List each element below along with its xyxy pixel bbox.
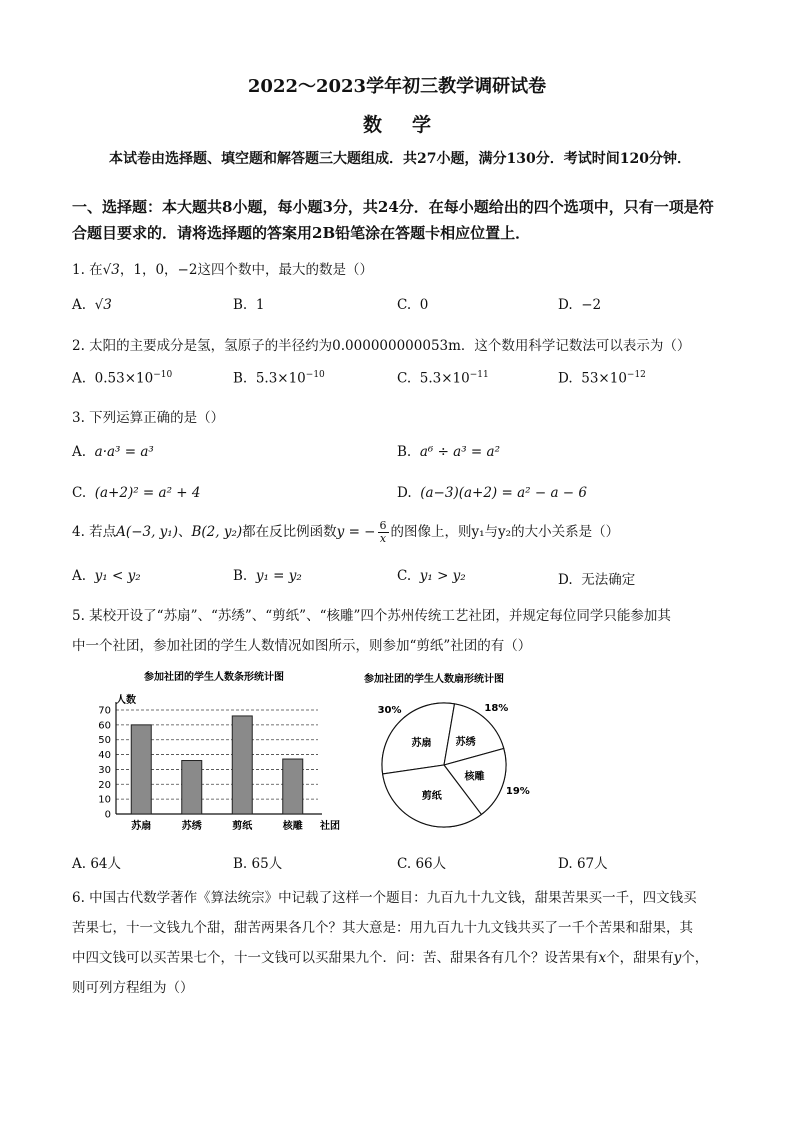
q6-var-y: y bbox=[673, 950, 682, 966]
question-6-line4: 则可列方程组为（） bbox=[72, 980, 194, 996]
q4-option-a[interactable]: A. y₁ < y₂ bbox=[72, 568, 141, 584]
question-2: 2. 太阳的主要成分是氢，氢原子的半径约为0.000000000053m．这个数用科学记数法可以表示为（） bbox=[72, 338, 691, 354]
q2-option-b[interactable]: B. $5.3\times 10^{-10}$ bbox=[233, 370, 325, 387]
bar-chart-ytick: 40 bbox=[98, 750, 111, 762]
bar-chart-ylabel: 人数 bbox=[116, 695, 136, 706]
pie-percent-label: 18% bbox=[484, 703, 509, 715]
bar-chart-xtick: 苏绣 bbox=[181, 821, 202, 832]
q6-var-x: x bbox=[598, 950, 607, 966]
q1-prefix: 1. 在 bbox=[72, 262, 103, 278]
q4-function: y = − bbox=[336, 524, 376, 540]
pie-slice-label: 剪纸 bbox=[421, 790, 442, 802]
bar-chart bbox=[80, 668, 342, 838]
bar-chart-ytick: 10 bbox=[98, 794, 111, 806]
subject-title: 数学 bbox=[362, 114, 461, 136]
q4-option-d[interactable]: D. 无法确定 bbox=[558, 572, 636, 588]
bar-chart-ytick: 70 bbox=[98, 705, 111, 717]
pie-percent-label: 30% bbox=[377, 705, 402, 717]
q4-point-a: A(−3, y₁) bbox=[116, 524, 178, 540]
bar-chart-xtick: 苏扇 bbox=[131, 821, 152, 832]
bar-chart-xtick: 核雕 bbox=[282, 821, 303, 832]
q1-option-d[interactable]: D. −2 bbox=[558, 297, 602, 313]
q3-option-b[interactable]: B. a⁶ ÷ a³ = a² bbox=[397, 444, 500, 460]
q1-option-b[interactable]: B. 1 bbox=[233, 297, 265, 313]
q1-option-a[interactable]: A. √3 bbox=[72, 297, 112, 313]
q1-mid: ，1，0，−2 bbox=[119, 262, 198, 278]
bar-4 bbox=[283, 759, 303, 814]
exam-intro: 本试卷由选择题、填空题和解答题三大题组成．共27小题，满分130分．考试时间120分钟． bbox=[109, 151, 691, 167]
bar-chart-title: 参加社团的学生人数条形统计图 bbox=[144, 672, 284, 683]
q2-option-a[interactable]: A. $0.53\times 10^{-10}$ bbox=[72, 370, 173, 387]
pie-percent-label: 19% bbox=[505, 786, 530, 798]
question-3: 3. 下列运算正确的是（） bbox=[72, 410, 225, 426]
pie-slice-label: 苏绣 bbox=[455, 737, 476, 749]
q5-option-a[interactable]: A. 64人 bbox=[72, 856, 122, 872]
bar-2 bbox=[182, 761, 202, 814]
pie-chart bbox=[354, 668, 544, 838]
q5-option-c[interactable]: C. 66人 bbox=[397, 856, 447, 872]
q4-option-b[interactable]: B. y₁ = y₂ bbox=[233, 568, 302, 584]
q1-suffix: 这四个数中，最大的数是（） bbox=[197, 262, 373, 278]
section-heading: 一、选择题：本大题共8小题，每小题3分，共24分．在每小题给出的四个选项中，只有一项是符合题目要求的．请将选择题的答案用2B铅笔涂在答题卡相应位置上． bbox=[72, 198, 714, 242]
pie-slice-label: 核雕 bbox=[464, 771, 485, 783]
bar-chart-ytick: 50 bbox=[98, 735, 111, 747]
q3-option-a[interactable]: A. a·a³ = a³ bbox=[72, 444, 154, 460]
pie-slice-label: 苏扇 bbox=[411, 737, 432, 749]
bar-chart-ytick: 0 bbox=[104, 809, 111, 821]
q3-option-d[interactable]: D. (a−3)(a+2) = a² − a − 6 bbox=[397, 485, 587, 501]
bar-3 bbox=[232, 716, 252, 814]
q4-point-b: B(2, y₂) bbox=[191, 524, 243, 540]
q4-option-c[interactable]: C. y₁ > y₂ bbox=[397, 568, 466, 584]
question-6-line3: 中四文钱可以买苦果七个，十一文钱可以买甜果九个．问：苦、甜果各有几个？设苦果有x个，甜果有y个， bbox=[72, 950, 709, 966]
q5-option-d[interactable]: D. 67人 bbox=[558, 856, 608, 872]
question-5-line1: 5. 某校开设了“苏扇”、“苏绣”、“剪纸”、“核雕”四个苏州传统工艺社团，并规定每位同学只能参加其 bbox=[72, 608, 671, 624]
bar-1 bbox=[131, 725, 151, 814]
question-1 bbox=[72, 258, 373, 278]
bar-chart-xlabel: 社团 bbox=[320, 821, 340, 832]
q1-option-c[interactable]: C. 0 bbox=[397, 297, 429, 313]
q4-fraction: $\frac{6}{x}$ bbox=[379, 519, 387, 545]
bar-chart-ytick: 30 bbox=[98, 764, 111, 776]
bar-chart-ytick: 60 bbox=[98, 720, 111, 732]
q2-option-d[interactable]: D. $53\times 10^{-12}$ bbox=[558, 370, 646, 387]
bar-chart-xtick: 剪纸 bbox=[232, 821, 253, 832]
q3-option-c[interactable]: C. (a+2)² = a² + 4 bbox=[72, 485, 201, 501]
question-5-line2: 中一个社团，参加社团的学生人数情况如图所示，则参加“剪纸”社团的有（） bbox=[72, 638, 532, 654]
q5-option-b[interactable]: B. 65人 bbox=[233, 856, 283, 872]
question-4: 4. 若点A(−3, y₁)、B(2, y₂)都在反比例函数y = − $\frac{6}{x}$ 的图像上，则y₁与y₂的大小关系是（） bbox=[72, 519, 620, 545]
question-6-line1: 6. 中国古代数学著作《算法统宗》中记载了这样一个题目：九百九十九文钱，甜果苦果买一千，四文钱买 bbox=[72, 890, 697, 906]
question-6-line2: 苦果七，十一文钱九个甜，甜苦两果各几个？其大意是：用九百九十九文钱共买了一千个苦果和甜果，其 bbox=[72, 920, 693, 936]
pie-chart-title: 参加社团的学生人数扇形统计图 bbox=[364, 674, 504, 685]
q2-option-c[interactable]: C. $5.3\times 10^{-11}$ bbox=[397, 370, 489, 387]
exam-title: 2022～2023学年初三教学调研试卷 bbox=[247, 76, 547, 97]
q1-sqrt3: √3 bbox=[102, 262, 120, 278]
bar-chart-ytick: 20 bbox=[98, 779, 111, 791]
